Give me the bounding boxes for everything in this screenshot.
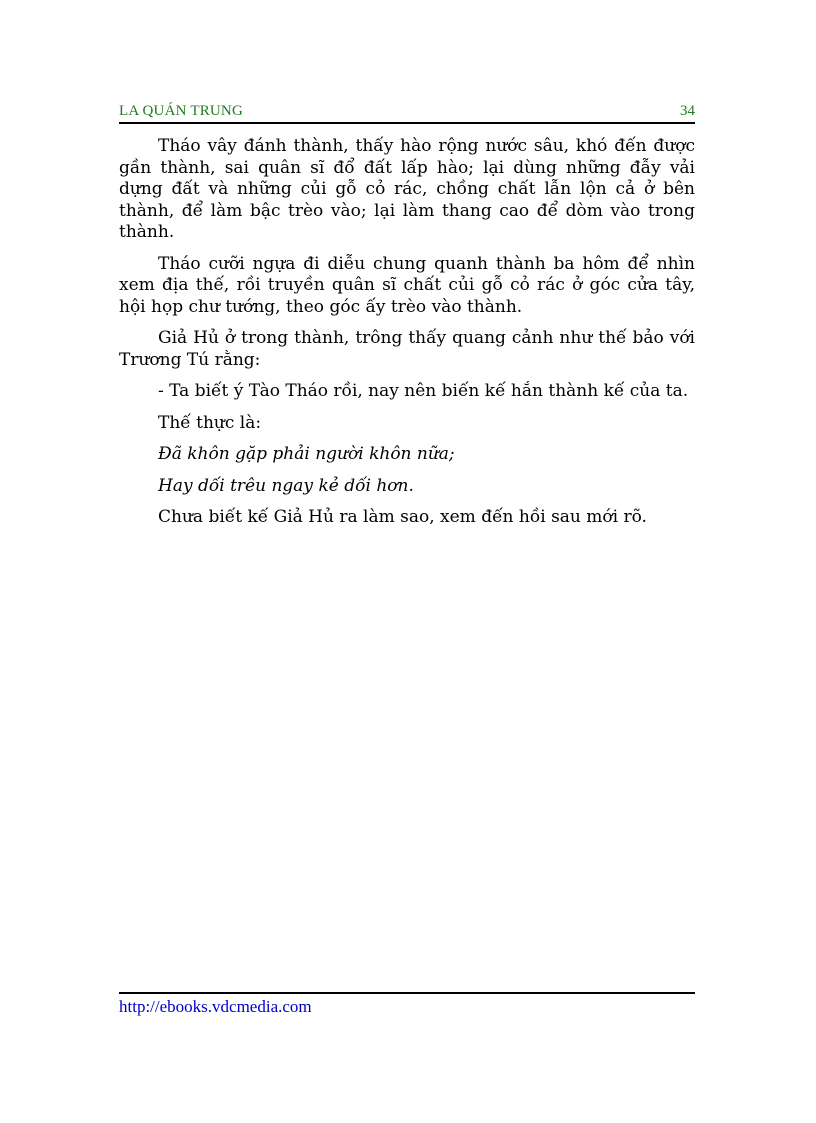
paragraph: Thế thực là: bbox=[158, 412, 262, 433]
book-author-title: LA QUÁN TRUNG bbox=[119, 103, 243, 119]
page-header bbox=[119, 102, 695, 124]
source-link[interactable]: http://ebooks.vdcmedia.com bbox=[119, 997, 312, 1016]
paragraph: Giả Hủ ở trong thành, trông thấy quang cảnh như thế bảo với Trương Tú rằng: bbox=[119, 328, 695, 370]
poem-line: Hay dối trêu ngay kẻ dối hơn. bbox=[158, 475, 414, 496]
paragraph: Tháo cưỡi ngựa đi diễu chung quanh thành ba hôm để nhìn xem địa thế, rồi truyền quân sĩ chất củi gỗ cỏ rác ở góc cửa tây, hội họp chư tướng, theo góc ấy trèo vào thành. bbox=[119, 253, 695, 317]
dialogue-line: - Ta biết ý Tào Tháo rồi, nay nên biến kế hắn thành kế của ta. bbox=[158, 381, 689, 401]
paragraph: Tháo vây đánh thành, thấy hào rộng nước sâu, khó đến được gần thành, sai quân sĩ đổ đất lấp hào; lại dùng những đẫy vải dựng đất và những củi gỗ cỏ rác, chồng chất lẫn lộn cả ở bên thành, để làm bậc trèo vào; lại làm thang cao để dòm vào trong thành. bbox=[119, 136, 695, 242]
poem-line: Đã khôn gặp phải người khôn nữa; bbox=[158, 444, 455, 464]
page-number: 34 bbox=[680, 103, 695, 119]
page-footer bbox=[119, 992, 695, 1017]
paragraph: Chưa biết kế Giả Hủ ra làm sao, xem đến hồi sau mới rõ. bbox=[158, 507, 647, 527]
page-body bbox=[119, 136, 695, 539]
